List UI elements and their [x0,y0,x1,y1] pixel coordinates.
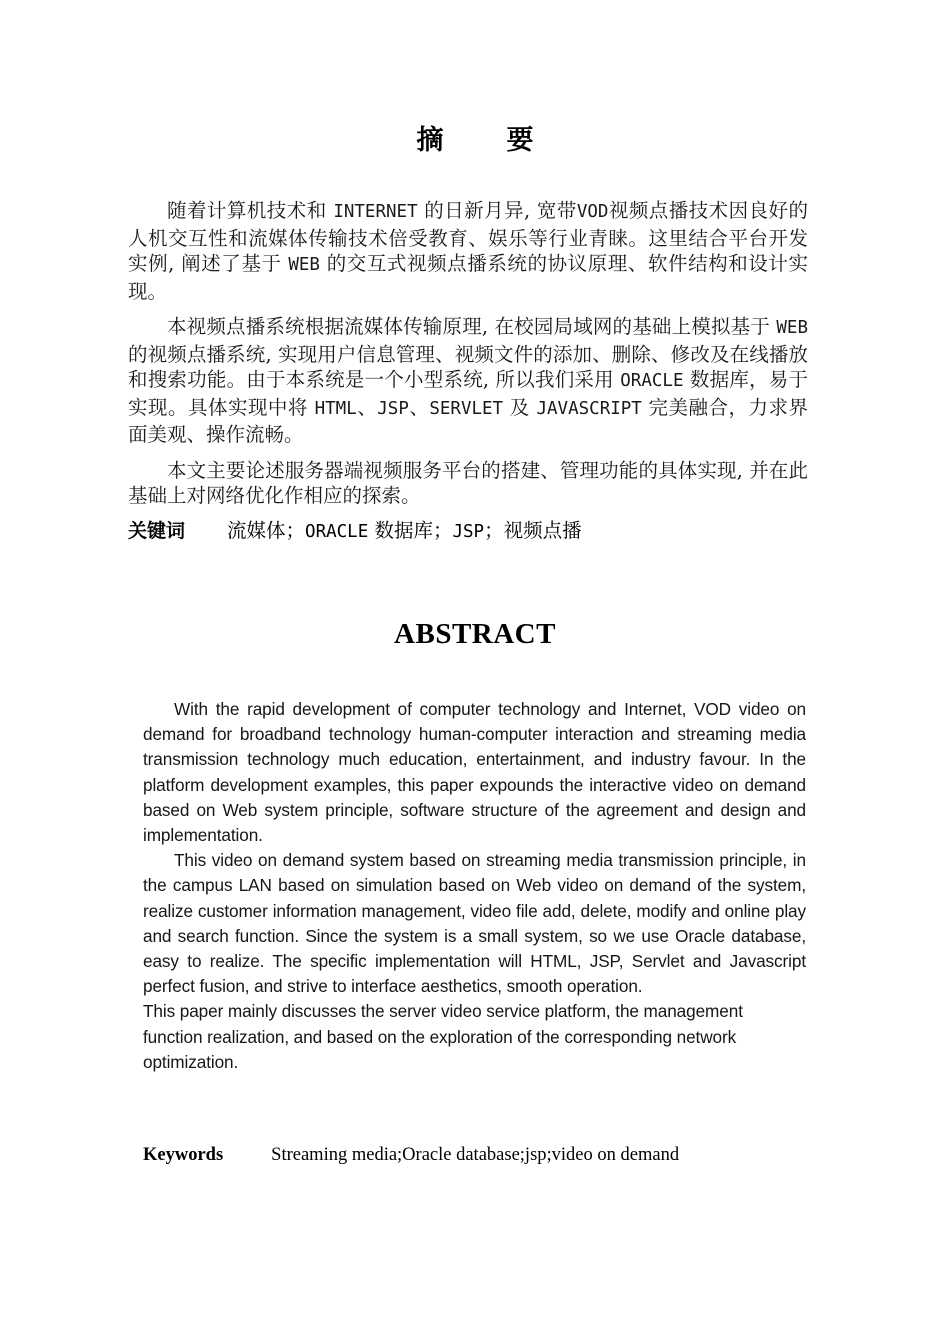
chinese-paragraph-1: 随着计算机技术和 INTERNET 的日新月异, 宽带VOD视频点播技术因良好的人机交互性和流媒体传输技术倍受教育、娱乐等行业青睐。这里结合平台开发实例, 阐述了基于 WEB 的交互式视频点播系统的协议原理、软件结构和设计实现。 [128,199,808,303]
english-abstract-body [143,697,806,1075]
english-keywords-label: Keywords [143,1145,224,1165]
english-paragraph-2: This video on demand system based on streaming media transmission principle, in the campus LAN based on simulation based on Web video on demand of the system, realize customer information management, video file add, delete, modify and online play and search function. Since the system is a small system, so we use Oracle database, easy to realize. The specific implementation will HTML, JSP, Servlet and Javascript perfect fusion, and strive to interface aesthetics, smooth operation. [143,850,806,997]
chinese-paragraph-3: 本文主要论述服务器端视频服务平台的搭建、管理功能的具体实现, 并在此基础上对网络优化作相应的探索。 [128,458,808,507]
chinese-keywords-value: 流媒体；ORACLE 数据库；JSP；视频点播 [227,519,582,542]
english-paragraph-1: With the rapid development of computer technology and Internet, VOD video on demand for broadband technology human-computer interaction and streaming media transmission technology much education, entertainment, and industry favour. In the platform development examples, this paper expounds the interactive video on demand based on Web system principle, software structure of the agreement and design and implementation. [143,699,806,846]
chinese-keywords-label: 关键词 [128,520,186,542]
english-abstract-title: ABSTRACT [394,618,556,650]
english-paragraph-3: This paper mainly discusses the server video service platform, the management function realization, and based on the exploration of the corresponding network optimization. [143,1001,743,1072]
english-keywords-value: Streaming media;Oracle database;jsp;video on demand [271,1145,680,1165]
chinese-paragraph-2: 本视频点播系统根据流媒体传输原理, 在校园局域网的基础上模拟基于 WEB 的视频点播系统, 实现用户信息管理、视频文件的添加、删除、修改及在线播放和搜索功能。由于本系统是一个小型系统, 所以我们采用 ORACLE 数据库，易于实现。具体实现中将 HTML、JSP、SERVLET 及 JAVASCRIPT 完美融合，力求界面美观、操作流畅。 [128,315,808,446]
english-keywords-line [143,1143,843,1168]
chinese-abstract-body [128,198,808,509]
chinese-keywords-line [128,518,828,545]
chinese-abstract-title: 摘 要 [416,125,552,156]
